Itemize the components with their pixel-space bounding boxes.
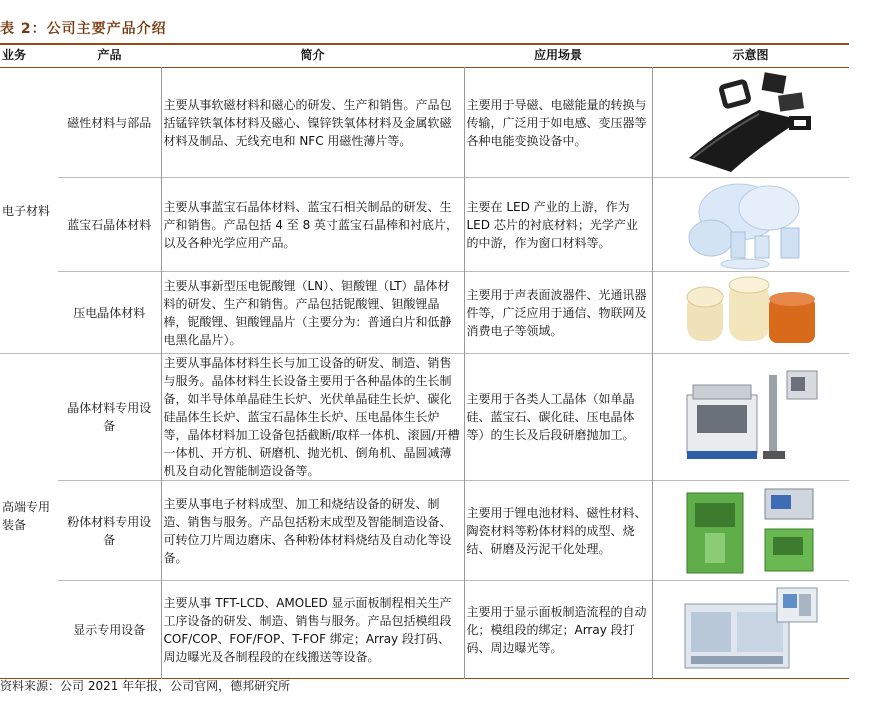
header-diagram: 示意图 — [732, 48, 769, 62]
product-name: 粉体材料专用设备 — [58, 481, 161, 581]
piezo-crystal-image — [652, 272, 849, 354]
product-table — [0, 43, 849, 679]
crystal-equipment-image — [652, 354, 849, 481]
product-name: 磁性材料与部品 — [67, 115, 152, 130]
product-application: 主要用于声表面波器件、光通讯器件等，广泛应用于通信、物联网及消费电子等领域。 — [464, 272, 652, 354]
powder-equipment-image — [652, 481, 849, 581]
header-business: 业务 — [2, 48, 27, 62]
magnetic-parts-image — [652, 68, 849, 178]
product-name: 压电晶体材料 — [58, 272, 161, 354]
table-row — [0, 481, 849, 581]
sapphire-wafers-image — [652, 178, 849, 272]
table-row — [0, 178, 849, 272]
business-electronic-materials: 电子材料 — [0, 68, 58, 354]
product-description: 主要从事 TFT-LCD、AMOLED 显示面板制程相关生产工序设备的研发、制造、销售与服务。产品包括模组段COF/COP、FOF/FOP、T-FOF 绑定；Array 段打码、周边曝光及各制程段的在线搬送等设备。 — [161, 581, 464, 679]
product-description: 主要从事新型压电铌酸锂（LN）、钽酸锂（LT）晶体材料的研发、生产和销售。产品包括铌酸锂、钽酸锂晶棒，铌酸锂、钽酸锂晶片（主要分为：普通白片和低静电黑化晶片）。 — [161, 272, 464, 354]
product-description: 主要从事晶体材料生长与加工设备的研发、制造、销售与服务。晶体材料生长设备主要用于各种晶体的生长制备，如半导体单晶硅生长炉、光伏单晶硅生长炉、碳化硅晶体生长炉、蓝宝石晶体生长炉、压电晶体生长炉等，晶体材料加工设备包括截断/取样一体机、滚圆/开槽一体机、开方机、研磨机、抛光机、倒角机、晶圆减薄机及自动化智能制造设备等。 — [161, 354, 464, 481]
table-row — [0, 272, 849, 354]
product-description: 主要从事电子材料成型、加工和烧结设备的研发、制造、销售与服务。产品包括粉末成型及智能制造设备、可转位刀片周边磨床、各种粉体材料烧结及自动化等设备。 — [161, 481, 464, 581]
table-title: 表 2：公司主要产品介绍 — [0, 21, 167, 37]
product-application: 主要用于各类人工晶体（如单晶硅、蓝宝石、碳化硅、压电晶体等）的生长及后段研磨抛加工。 — [464, 354, 652, 481]
table-row — [0, 581, 849, 679]
table-row — [0, 354, 849, 481]
header-application: 应用场景 — [533, 48, 582, 62]
product-application: 主要用于导磁、电磁能量的转换与传输，广泛用于如电感、变压器等各种电能变换设备中。 — [464, 68, 652, 178]
product-application: 主要用于显示面板制造流程的自动化；模组段的绑定；Array 段打码、周边曝光等。 — [464, 581, 652, 679]
header-description: 简介 — [300, 48, 325, 62]
product-application: 主要用于锂电池材料、磁性材料、陶瓷材料等粉体材料的成型、烧结、研磨及污泥干化处理。 — [464, 481, 652, 581]
product-description: 主要从事蓝宝石晶体材料、蓝宝石相关制品的研发、生产和销售。产品包括 4 至 8 英寸蓝宝石晶棒和衬底片，以及各种光学应用产品。 — [161, 178, 464, 272]
table-header-row — [0, 43, 849, 68]
product-application: 主要在 LED 产业的上游，作为LED 芯片的衬底材料；光学产业的中游，作为窗口材料等。 — [464, 178, 652, 272]
table-row — [0, 68, 849, 178]
source-note: 资料来源：公司 2021 年年报，公司官网，德邦研究所 — [0, 679, 291, 693]
header-product: 产品 — [97, 48, 122, 62]
business-high-end-equipment: 高端专用装备 — [0, 354, 58, 679]
product-description: 主要从事软磁材料和磁心的研发、生产和销售。产品包括锰锌铁氧体材料及磁心、镍锌铁氧体材料及金属软磁材料及制品、无线充电和 NFC 用磁性薄片等。 — [161, 68, 464, 178]
product-name: 蓝宝石晶体材料 — [58, 178, 161, 272]
product-name: 晶体材料专用设备 — [58, 354, 161, 481]
product-name: 显示专用设备 — [58, 581, 161, 679]
display-equipment-image — [652, 581, 849, 679]
